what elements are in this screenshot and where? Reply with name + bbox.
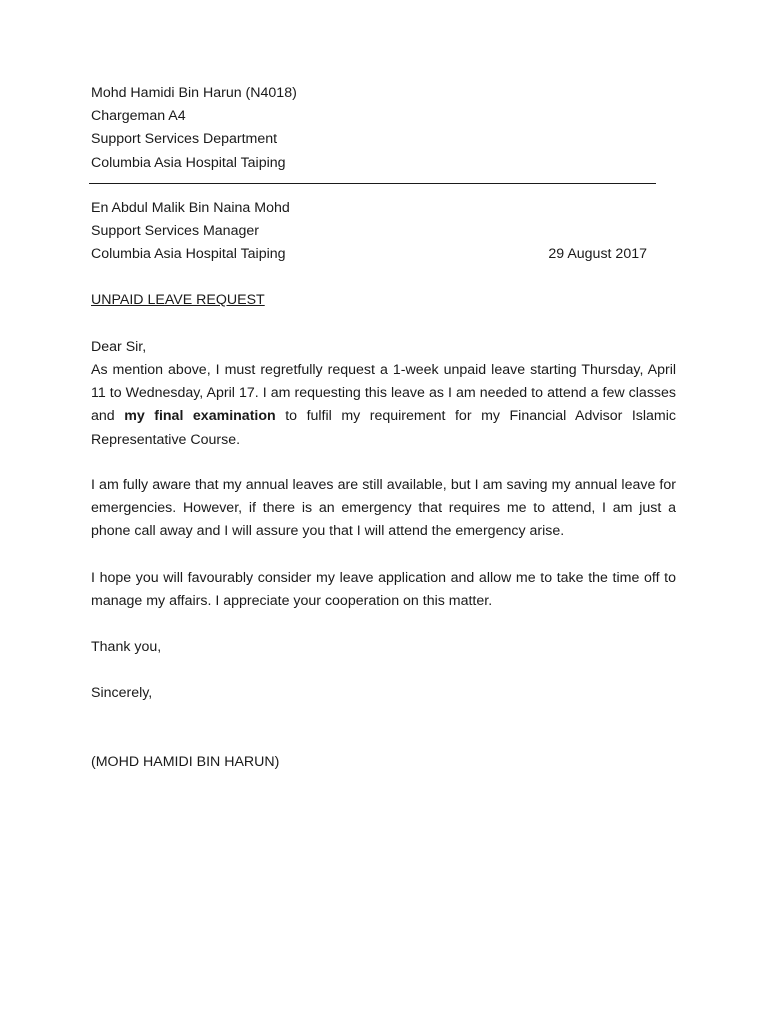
body-paragraph-1-start: As mention above, I must regretfully request a 1-week unpaid leave starting Thursday, April 11 to Wednesday, April 17. I am requesting this leave as I am needed to attend a few classes and: [91, 362, 676, 425]
body-paragraph-1-emphasis: my final examination: [124, 408, 276, 425]
recipient-organization-row: [91, 243, 647, 266]
letter-date: 29 August 2017: [548, 246, 647, 263]
body-paragraph-3: I hope you will favourably consider my leave application and allow me to take the time off to manage my affairs. I appreciate your cooperation on this matter.: [91, 570, 676, 610]
sender-department: Support Services Department: [91, 131, 278, 148]
recipient-position: Support Services Manager: [91, 223, 259, 240]
signature-name: (MOHD HAMIDI BIN HARUN): [91, 754, 280, 770]
sender-organization: Columbia Asia Hospital Taiping: [91, 154, 286, 171]
sender-position: Chargeman A4: [91, 108, 186, 125]
body-paragraph-2: I am fully aware that my annual leaves are still available, but I am saving my annual leave for emergencies. However, if there is an emergency that requires me to attend, I am just a phone call away and I will assure you that I will attend the emergency arise.: [91, 477, 676, 540]
recipient-name: En Abdul Malik Bin Naina Mohd: [91, 200, 290, 216]
body-paragraph-1: [91, 359, 676, 452]
header-divider: [89, 183, 656, 184]
body-paragraph-1-end: to fulfil my requirement for my Financial Advisor Islamic Representative Course.: [91, 408, 676, 448]
sender-address-block: [91, 82, 297, 175]
recipient-address-block: [91, 197, 647, 267]
sender-name: Mohd Hamidi Bin Harun (N4018): [91, 85, 297, 101]
letter-subject: UNPAID LEAVE REQUEST: [91, 292, 265, 308]
salutation: Dear Sir,: [91, 339, 147, 355]
recipient-organization: Columbia Asia Hospital Taiping: [91, 246, 286, 263]
closing-sincerely: Sincerely,: [91, 685, 153, 701]
closing-thanks: Thank you,: [91, 639, 162, 655]
